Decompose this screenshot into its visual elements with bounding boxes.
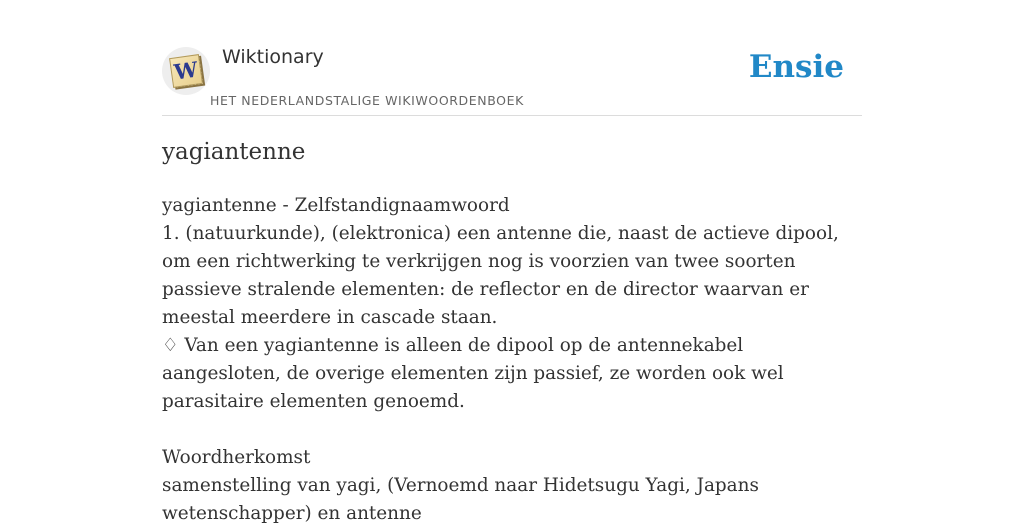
- logo-tile-icon: [169, 54, 203, 88]
- page-title: yagiantenne: [162, 139, 306, 165]
- etymology-text: samenstelling van yagi, (Vernoemd naar Hidetsugu Yagi, Japans wetenschapper) en antenne: [162, 475, 759, 524]
- logo-letter: W: [172, 56, 200, 85]
- page-container: [162, 0, 862, 524]
- article-content: [162, 192, 862, 528]
- site-tagline: HET NEDERLANDSTALIGE WIKIWOORDENBOEK: [210, 93, 524, 108]
- wiktionary-logo[interactable]: [162, 47, 210, 95]
- etymology-heading: Woordherkomst: [162, 447, 311, 468]
- site-header: [162, 0, 862, 116]
- example-sentence: ♢ Van een yagiantenne is alleen de dipool op de antennekabel aangesloten, de overige elementen zijn passief, ze worden ook wel parasitaire elementen genoemd.: [162, 335, 784, 412]
- headword-line: yagiantenne - Zelfstandignaamwoord: [162, 195, 510, 216]
- site-name[interactable]: Wiktionary: [222, 46, 324, 68]
- definition-text: 1. (natuurkunde), (elektronica) een antenne die, naast de actieve dipool, om een richtwerking te verkrijgen nog is voorzien van twee soorten passieve stralende elementen: de reflector en de director waarvan er meestal meerdere in cascade staan.: [162, 223, 839, 328]
- ensie-brand-logo[interactable]: Ensie: [748, 49, 844, 85]
- paragraph-spacer: [162, 416, 862, 444]
